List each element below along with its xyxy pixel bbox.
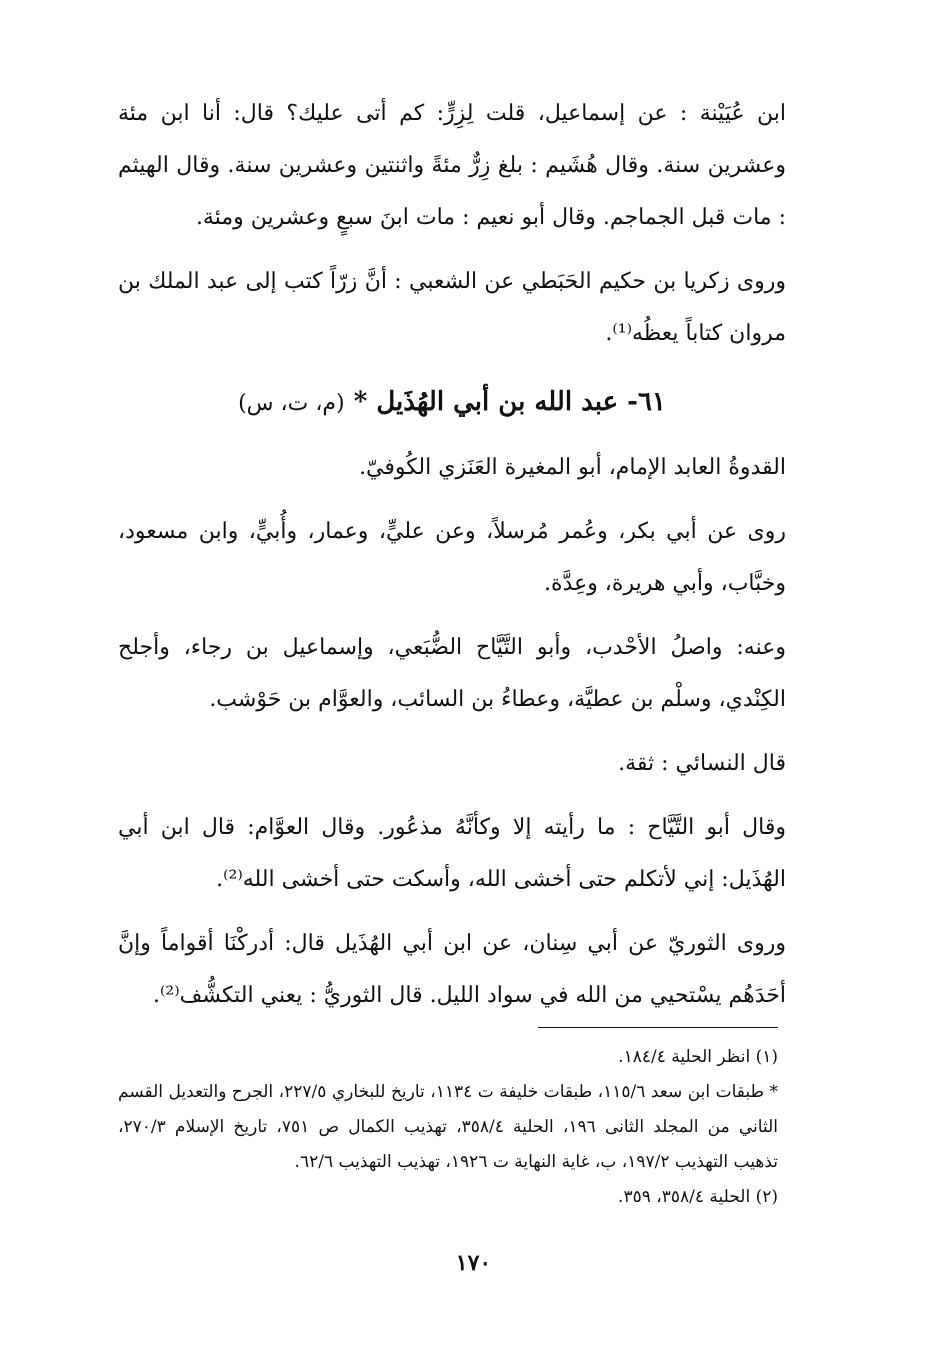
page-number: ١٧٠	[455, 1250, 492, 1276]
entry-heading	[118, 372, 786, 434]
footnote-1: (١) انظر الحلية ١٨٤/٤.	[618, 1047, 778, 1067]
entry-sigla: (م، ت، س)	[238, 391, 345, 416]
footnotes	[118, 1040, 778, 1215]
paragraph-narrators: وعنه: واصلُ الأحْدب، وأبو التَّيَّاح الضُّبَعي، وإسماعيل بن رجاء، وأجلح الكِنْدي، وسلْم بن عطيَّة، وعطاءُ بن السائب، والعوَّام بن حَوْشب.	[118, 635, 786, 712]
entry-title: ٦١- عبد الله بن أبي الهُذَيل *	[353, 387, 666, 417]
main-text	[118, 88, 786, 1034]
paragraph-zirr-letter: وروى زكريا بن حكيم الحَبَطي عن الشعبي : أنَّ زرّاً كتب إلى عبد الملك بن مروان كتاباً يعظُه⁽¹⁾.	[118, 269, 786, 346]
paragraph-narrated-from: روى عن أبي بكر، وعُمر مُرسلاً، وعن عليٍّ، وعمار، وأُبيٍّ، وابن مسعود، وخبَّاب، وأبي هريرة، وعِدَّة.	[118, 519, 786, 596]
paragraph-kunya: القدوةُ العابد الإمام، أبو المغيرة العَنَزي الكُوفيّ.	[359, 455, 786, 480]
footnote-2: (٢) الحلية ٣٥٨/٤، ٣٥٩.	[618, 1187, 778, 1207]
footnote-separator	[538, 1027, 778, 1028]
paragraph-abu-tayyah: وقال أبو التَّيَّاح : ما رأيته إلا وكأنَّهُ مذعُور. وقال العوَّام: قال ابن أبي الهُذَيل: إني لأتكلم حتى أخشى الله، وأسكت حتى أخشى الله⁽²⁾.	[118, 815, 786, 892]
paragraph-zirr-age: ابن عُيَيْنة : عن إسماعيل، قلت لِزِرٍّ: كم أتى عليك؟ قال: أنا ابن مئة وعشرين سنة. وقال هُشَيم : بلغ زِرٌّ مئةً واثنتين وعشرين سنة. وقال الهيثم : مات قبل الجماجم. وقال أبو نعيم : مات ابنَ سبعٍ وعشرين ومئة.	[118, 101, 786, 230]
footnote-sources: * طبقات ابن سعد ١١٥/٦، طبقات خليفة ت ١١٣٤، تاريخ للبخاري ٢٢٧/٥، الجرح والتعديل القسم الثاني من المجلد الثانى ١٩٦، الحلية ٣٥٨/٤، تهذيب الكمال ص ٧٥١، تاريخ الإسلام ٢٧٠/٣، تذهيب التهذيب ١٩٧/٢، ب، غاية النهاية ت ١٩٢٦، تهذيب التهذيب ٦٢/٦.	[118, 1082, 778, 1172]
paragraph-thawri: وروى الثوريّ عن أبي سِنان، عن ابن أبي الهُذَيل قال: أدركْنَا أقواماً وإنَّ أحَدَهُم يسْتحيي من الله في سواد الليل. قال الثوريُّ : يعني التكشُّف⁽²⁾.	[118, 931, 786, 1008]
paragraph-nasai: قال النسائي : ثقة.	[618, 751, 786, 776]
